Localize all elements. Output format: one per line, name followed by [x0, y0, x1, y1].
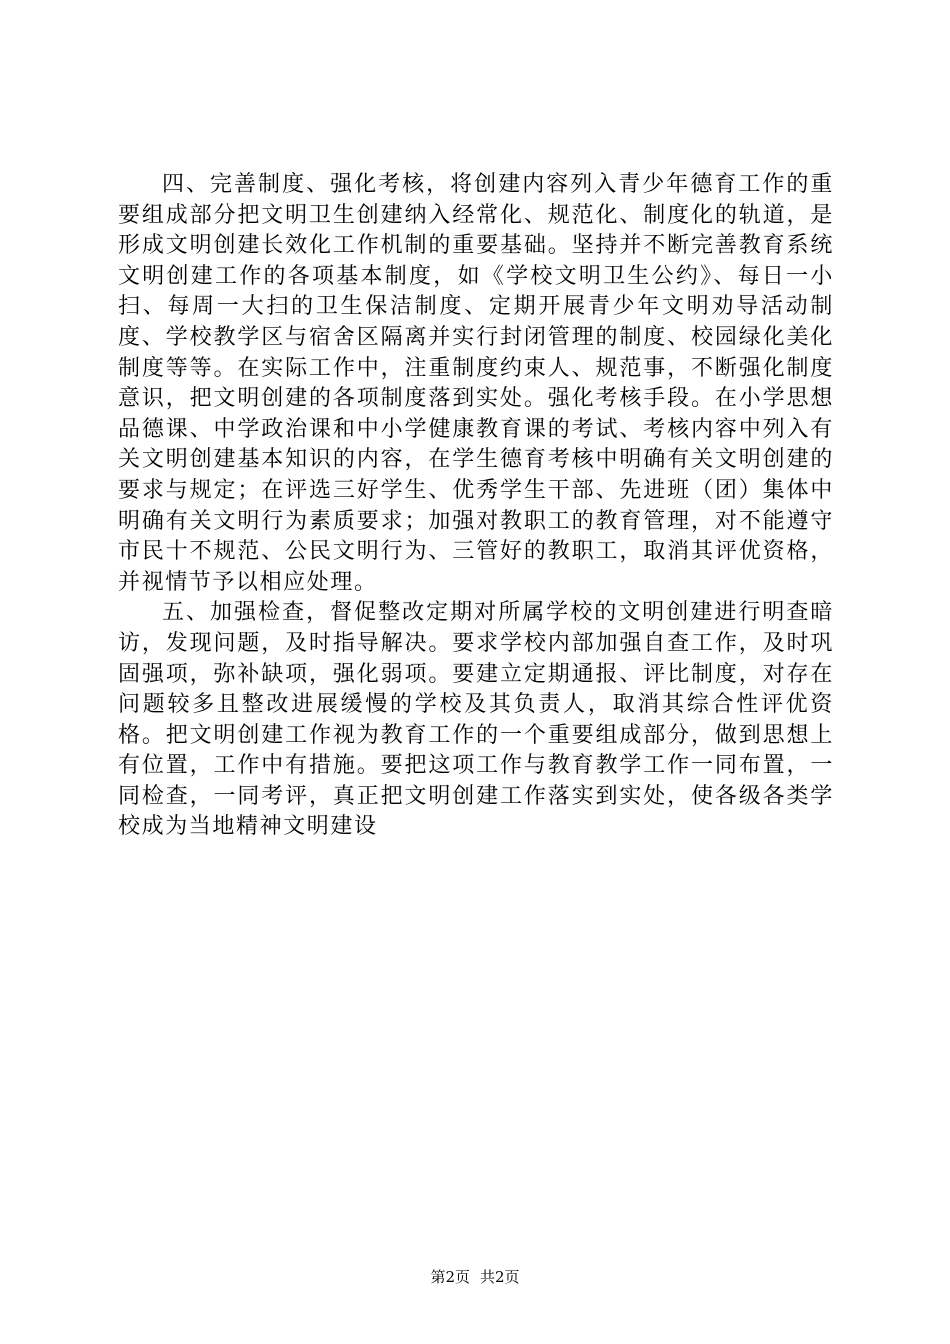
- page-footer: [0, 1267, 950, 1287]
- page-number-current: 第2页: [430, 1268, 470, 1286]
- document-body: [118, 170, 834, 843]
- page-number-total: 共2页: [480, 1268, 520, 1286]
- paragraph-section-four: 四、完善制度、强化考核，将创建内容列入青少年德育工作的重要组成部分把文明卫生创建纳入经常化、规范化、制度化的轨道，是形成文明创建长效化工作机制的重要基础。坚持并不断完善教育系统文明创建工作的各项基本制度，如《学校文明卫生公约》、每日一小扫、每周一大扫的卫生保洁制度、定期开展青少年文明劝导活动制度、学校教学区与宿舍区隔离并实行封闭管理的制度、校园绿化美化制度等等。在实际工作中，注重制度约束人、规范事，不断强化制度意识，把文明创建的各项制度落到实处。强化考核手段。在小学思想品德课、中学政治课和中小学健康教育课的考试、考核内容中列入有关文明创建基本知识的内容，在学生德育考核中明确有关文明创建的要求与规定；在评选三好学生、优秀学生干部、先进班（团）集体中明确有关文明行为素质要求；加强对教职工的教育管理，对不能遵守市民十不规范、公民文明行为、三管好的教职工，取消其评优资格，并视情节予以相应处理。: [118, 172, 834, 595]
- paragraph-section-five: 五、加强检查，督促整改定期对所属学校的文明创建进行明查暗访，发现问题，及时指导解决。要求学校内部加强自查工作，及时巩固强项，弥补缺项，强化弱项。要建立定期通报、评比制度，对存在问题较多且整改进展缓慢的学校及其负责人，取消其综合性评优资格。把文明创建工作视为教育工作的一个重要组成部分，做到思想上有位置，工作中有措施。要把这项工作与教育教学工作一同布置，一同检查，一同考评，真正把文明创建工作落实到实处，使各级各类学校成为当地精神文明建设: [118, 600, 834, 840]
